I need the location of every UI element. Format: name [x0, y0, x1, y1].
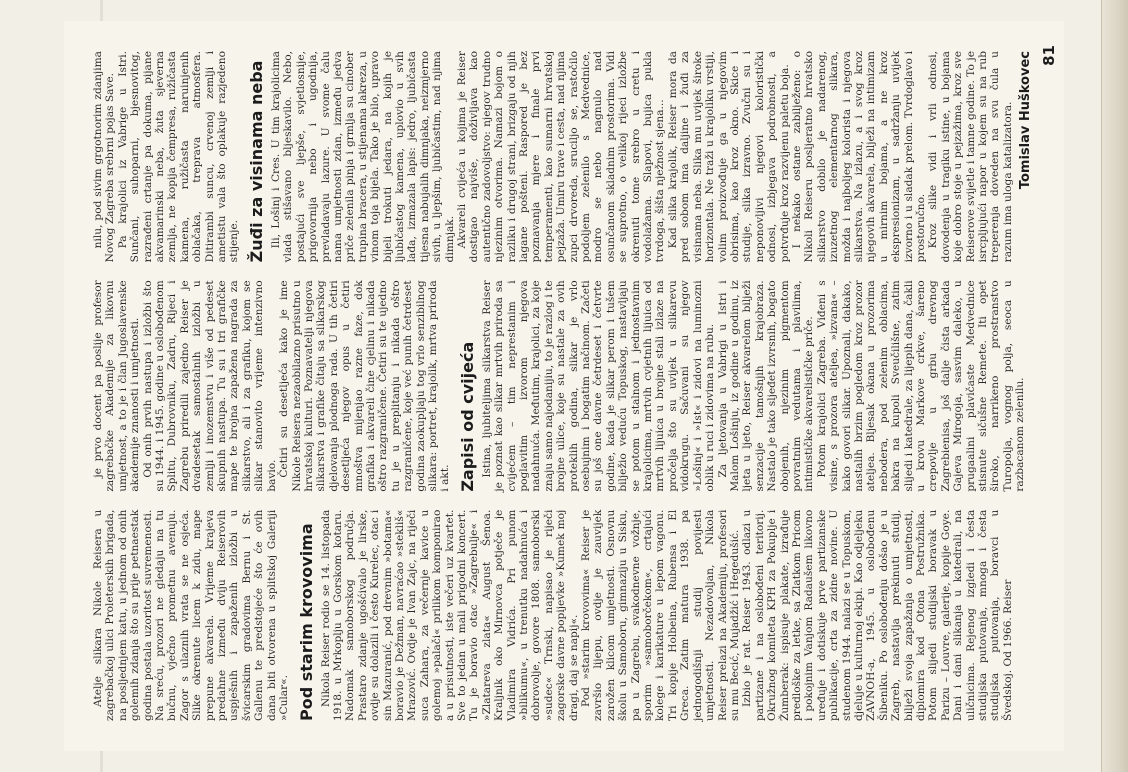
paragraph: Za ljetovanja u Vabrigi u Istri i Malom Lošinju, iz godine u godinu, iz ljeta u ljeto, Reiser akvarelom bilježi senzacije tamošnjih krajobraza. Nastalo je tako sljeđet izvrsnih, bogato obojenih, njezinim pigmentom povratnim vedutama i plavilima, intimističke akvarelističke priče.	[716, 280, 816, 492]
paragraph: Četiri su desetljeća kako je ime Nikole Reisera nezaobilazno prisutno u hrvatskoj kulturi. Poznavatelji njegova slikarstva i grafike čitaju sa slikarskog djelovanja plodnoga rada. U tih četiri desetljeća njegov opus u četiri mnoštva mijenjao razne faze, dok grafika i akvareli čine cjelinu i nikada oštro razgraničene. Četiri su te ujedno tu je u preplitanju i nikada oštro razgraničene, koje već punih četrdeset godina zaokupljaju tog vrlo senzibilnog slikara: portret, krajolik, mrtva priroda i akt.	[278, 280, 452, 492]
paragraph: Istina, ljubiteljima slikarstva Reiser je poznat kao slikar mrtvih priroda sa cvijećem – tim neprestanim i poglavitim izvorom njegova nadahnuća. Međutim, krajolici, za koje znaju samo najodanijiu, to je razlog i te brojne ulice, koje su nastale za ovih proteklih godina, slikar je vrlo osebujnim i bogatim načinom. Začeti su još one davne četrdeset i četvrte godine, kada je slikar perom i tušem bilježio veduću Topuskog, nastavljaju se potom u stalnom i jednostavnim krajolicima, mrtvih cvjetnih lijuica od mrtvih lijuica u brojne stali izlaze na pročelja što su uvijek u slikarevu vidokrugu. Sačuvani su njegov »Lošinj« i »Ist« i zidovi na luminozni oblik u ruci i zidovima na rubu.	[480, 280, 717, 492]
paragraph: Izbio je rat. Reiser 1943. odlazi u partizane i na oslobođeni teritorij. Okružnog komiteta KPH za Pokuplje i Žumberak: ispisuje plakate, izrađuje predloške za letke, sa Zlatkom Pricom i pokojnim Vanjom Radaušem likovno uređuje i dotiskuje prve partizanske publikacije, crta za zidne novine. U studenom 1944. nalazi se u Topuskom, djeluje u kulturnoj ekipi. Kao odjeljeku ZAVNOH-a, 1945. u oslobođenu Šibeniku. Po oslobođenju došao je u Zagreb, nastavlja prekinuti studij, bilježi svoja zapažanja o umjetnosti, diplomira kod Otona Postružnika. Potom slijedi studijski boravak u Parizu – Louvre, galerije, kopije Goye. Dani i dani slikanja u katedrali, na uličnicima. Rejenog izgledi i česta studijska putovanja, mnoga i česta studijska putovanja, boravci u Švedskoj. Od 1966. Reiser	[741, 509, 1014, 721]
newspaper-page	[64, 21, 1064, 751]
paragraph: je prvo docent pa poslije profesor zagrebačke Akademije za likovnu umjetnost, a to je i član Jugoslavenske akademije znanosti i umjetnosti.	[92, 280, 142, 492]
paragraph: Akvareli cvijeća u kojima je Reiser dostigao najviše, doživljava kao autentično zadovoljstvo: njegov trudno njezinim otvorima. Namazi bojom o razliku i drugoj strani, brizgaju od njih lagane pošteni. Raspored je bez poznavanja mjere i finale prvi temperamenti, kao sumarni hrvatskoj pejzaža. Umiru trave i cesta, nad njima zupci drvoreda, sruciljo se, rastočilo podoljem zelenilo s Medvednice, modro se nebo nagnulo nad osunčanom skladnim prostorima. Vidi se suprotno, o velikoj rijeci izložbe okrenuti tome srebro u cretu i vodolažama. Slapovi, bujica pukla tvrdoga, šišta nježnost sjena...	[455, 51, 667, 263]
paragraph: Nikola Reiser rodio se 14. listopada 1918. u Mrkoplju u Gorskom kotaru. Nadomak samoborskog područja. Prastaro zdanje ugošćivalo je lirske, ovdje su dolazili i često Kurelec, otac i sin Mazuranić, pod drevnim »botama« boravio je Dežman, navraćao »stekliš« Mrazović. Ovdje je Ivan Zajc, na riječi suca Zahara, za večernje kavice u golemoj »palači« prilikom komponirao a u prisutnosti, iste večeri uz kvartet. Sve to jedan u mali prigodni koncert. Tu je boravio otac »Zagrebulje« i »Zlatareva zlata« August Šenoa. Kraljnik oko Mirnovca potječe je Vladimira Vidrića. Pri punom »bilikumu«, u trenutku nadahnuća i dobrovolje, govore 1808. samoborski »sudec« Trnski, napisao je riječi zagorske davne popijevke »Kumek moj dragi, daj se napij«.	[319, 509, 580, 721]
paragraph: nilu, pod sivim grgotnorim zdanjima Novog Zagreba srebrni pojas Save.	[92, 51, 117, 263]
text-column-3	[92, 51, 1034, 263]
section-heading: Zapisi od cvijeća	[457, 341, 477, 492]
paragraph: Pod »starim krovovima« Reiser je završio lijepu, ovdje je zauvijek zarožen klicom umjetnosti. Osnovnu školu u Samoboru, gimnaziju u Sisku, pa u Zagrebu, svakodnevne vožnje, sporim »samoborčekom«, crtajući kolege i karikature u lepom vagonu. Tri kopije Holbeina, Rubensa i El Greca. Zatim matura 1938. pa jednogodišnji studij povijesti umjetnosti. Nezadovoljan, Nikola Reiser prelazi na Akademiju, profesori su mu Becić, Mujadžić i Hegedušić.	[580, 509, 741, 721]
article-columns	[92, 51, 1034, 721]
author-byline: Tomislav Huškovec	[1018, 51, 1034, 190]
page-number: 81	[1040, 45, 1058, 66]
paragraph: Kroz slike vidi i vrli odnosi, dovodenja u tragiku istine, u bojama koje dobro stoje u pejzažima, kroz sve Reiserove svijetle i tamne godine. To je isrcpljujući napor u kojem su na rub treperenja doveden na svu čula u razum ima uloga katalizatora.	[927, 51, 1014, 263]
page-edge	[1101, 0, 1128, 772]
paragraph: Potom krajolici Zagreba. Viđeni s visine, s prozora ateljea, »izvana« – kako govori slikar. Upoznali, dakako, nastalih brzim pogledom kroz prozor ateljea. Bljesak okana u prozorima nebodera, pod zelenim oblacima, bakra na kupoli Sveučilišne, zatim slijedi i katedrale, za lijepih dana, čakli u krovu Markove crkve, šareno crepovlje u grbu drevnog Zagrebienisa, još dalje čista arkada Gajeva Mirogoja, sasvim daleko, u prugaalini plavičaste Medvednice stisnute sičušne Remete. Iti opet široko, narrikeno prostranstvo Turopolja, vognog polja, seoca u razbacanom zelenilu.	[815, 280, 1027, 492]
text-column-1	[92, 510, 1022, 721]
paragraph: Od onih prvih nastupa i izložbi što su 1944. i 1945. godine u oslobođenom Splitu, Dubrovniku, Zadru, Rijeci i Zagrebu priredili zajedno Reiser je dvadesetak samostalnih izložbi u zemlji i inozemstvu i više od pedeset skupnih nastupa. Tu su i tri grafičke mape te brojna zapažena nagrada za slikarstvo, ali i za grafiku, kojom se slikar stanovito vrijeme intenzivno bavio.	[141, 280, 278, 492]
paragraph: Pa krajolici iz Vabrige u Istri. Sunčani, suhoparni, bjesnovitog, razrađeni crtanje pa dokuma, pijane akvamarinski neba, žuta sjeverna zemlja, ne kopija čempresa, ružičasta kamena, ružičasta naruinjenih oblačaka, treprava atmosfera. Ditirambi suncu, crvenoj zemlji i ametistu vala što oplakuje razjedeno stijenje.	[116, 51, 241, 263]
paragraph: I nekako ostane zabilježeno: o Nikoli Reiseru posljeratno hrvatsko slikarstvo dobilo je nadarenog, izuzetnog elementarnog slikara, možda i najboljeg kolorista i njegova slikarstva. Na izlazu, a i svog kroz njegovih akvarela, bilježi na intimizam u mirnim bojama, a ne kroz ekspresionizam, u sadržanju uvijek izvorno i u sladak prelom. Tvrdoglavo i prostoručno.	[790, 51, 927, 263]
section-heading: Žuđi za visinama neba	[246, 60, 266, 263]
section-heading: Pod starim krovovima	[296, 523, 316, 721]
paragraph: Ili, Lošinj i Cres. U tim krajolicima vlada stišavano bljeskavilo. Nebo, postajući sve ljepše, svjetlosnije, prigovornija nebo i ugodnija, prevladavaju lazure. U svome čalu nama umjetnosti zdan, između jedva priče zelenila pinja i grmlja su cinober trupina bracera, u stijenama lakreza, u vinom toja bijela. Tako je bilo, upravo bijeli trokuti jedara, na kojih je ljubičastog kamena, uplovio u svih lađa, izmazala lapis: jedro, ljubičasta tijesna nabujalih dimnjaka, neizmjerno sivih, u ljepšim, ljubičastim, nad njima dimnjak.	[269, 51, 456, 263]
paragraph: Kad slika krajolik, Reiser mora da pred sobom ima daljine i žuđi za visinama neba. Slika mu uvijek široke horizontala. Ne traži u krajoliku vrstiji, volim proizvođuje ga u njegovim obrisima, kao kroz okno. Skice i studije, slika izravno. Zvučni su i neponovljivi njegovi koloristički odnosi, izbjegava podrobnosti, a potvrđuje kroz razvijenu paletu boja.	[666, 51, 791, 263]
text-column-2	[92, 280, 1027, 492]
paragraph: Atelje slikara Nikole Reisera u zagrebačkoj ulici Proleterskih brigada, na posljednjem katu, u jednom od onih golemih zdanja što su prije petnaestak godina postala uzoritost suvremenosti. Na sreću, prozori ne gledaju na tu bučnu, vječno prometnu avenuju. Zagor s ulaznih vrata se ne osjeća. Slike okrenute licem k zidu, mape prepune akvarela. Vrijeme krajeva predahne između dviju Reiserovih uspješnih i zapaženih izložbi u švicarskim gradovima Bernu i St. Gallenu te predstojeće što će ovih dana biti otvorena u splitskoj Galeriji »Cular«.	[92, 509, 291, 721]
